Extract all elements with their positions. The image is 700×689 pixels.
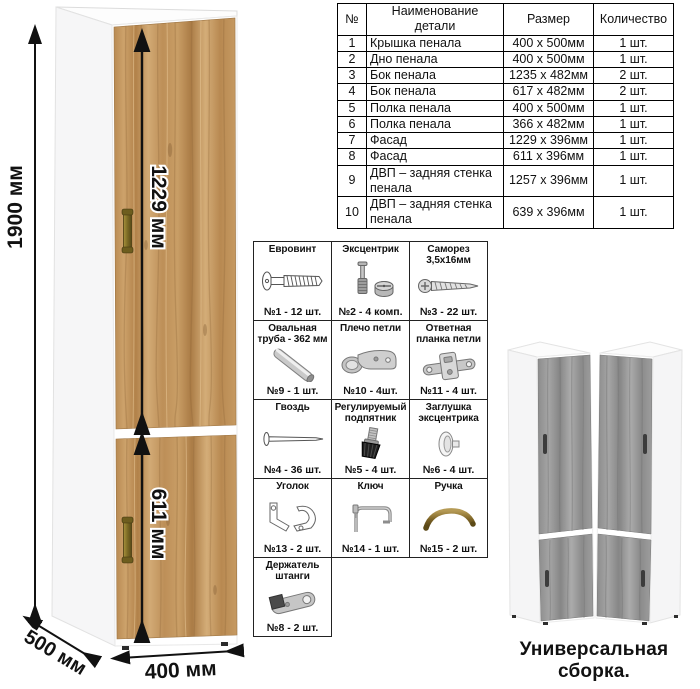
hardware-grid [253, 241, 488, 558]
table-row: 7 Фасад 1229 х 396мм 1 шт. [338, 133, 674, 149]
hardware-qty: №14 - 1 шт. [341, 543, 400, 555]
door-handle [643, 434, 647, 454]
hardware-cell-eurovint [254, 242, 331, 320]
hardware-cell-samorez [410, 242, 487, 320]
width-dim-label: 400 мм [144, 657, 218, 684]
hardware-qty: №13 - 2 шт. [263, 543, 322, 555]
table-row: 5 Полка пенала 400 х 500мм 1 шт. [338, 100, 674, 116]
table-row: 10 ДВП – задняя стенка пенала 639 х 396мм 1 шт. [338, 197, 674, 229]
hardware-qty: №6 - 4 шт. [422, 464, 475, 476]
col-header-qty: Количество [594, 4, 674, 36]
lower-door [116, 435, 237, 640]
parts-table-header-row [338, 4, 674, 36]
hardware-title: Саморез 3,5х16мм [426, 244, 471, 267]
rod-holder-icon [260, 586, 326, 618]
hardware-qty: №9 - 1 шт. [266, 385, 319, 397]
hardware-cell-hinge-arm [332, 321, 409, 399]
hardware-cell-hinge-plate [410, 321, 487, 399]
table-row: 6 Полка пенала 366 х 482мм 1 шт. [338, 116, 674, 132]
hardware-cell-nail [254, 400, 331, 478]
hinge-arm-icon [338, 341, 404, 379]
door-handle [641, 570, 645, 587]
hardware-title: Евровинт [268, 244, 317, 255]
door-handle [545, 570, 549, 587]
hardware-cell-key [332, 479, 409, 557]
upper-door-handle [122, 209, 133, 253]
lower-door-dim-label: 611 мм [147, 488, 170, 560]
hardware-cell-oval-tube [254, 321, 331, 399]
hardware-qty: №5 - 4 шт. [344, 464, 397, 476]
hardware-title: Овальная труба - 362 мм [257, 323, 328, 346]
parts-table [337, 3, 674, 229]
hardware-qty: №10 - 4шт. [343, 385, 398, 397]
hex-key-icon [338, 500, 404, 536]
hardware-title: Заглушка эксцентрика [418, 402, 479, 425]
hardware-qty: №11 - 4 шт. [420, 385, 477, 397]
hinge-plate-icon [416, 348, 482, 382]
table-row: 1 Крышка пенала 400 х 500мм 1 шт. [338, 35, 674, 51]
cabinet-left-side [52, 7, 115, 646]
width-arrow [120, 651, 234, 658]
screw-icon [416, 272, 482, 300]
cabinet-diagram [0, 0, 252, 689]
upper-door-dim-label: 1229 мм [147, 165, 170, 249]
table-row: 4 Бок пенала 617 х 482мм 2 шт. [338, 84, 674, 100]
adjustable-foot-icon [338, 427, 404, 461]
oval-tube-icon [260, 348, 326, 382]
col-header-name: Наименование детали [367, 4, 504, 36]
cam-bolt-icon [338, 261, 404, 301]
table-row: 8 Фасад 611 х 396мм 1 шт. [338, 149, 674, 165]
lower-door-handle [122, 517, 133, 563]
hardware-title: Ответная планка петли [416, 323, 481, 346]
corner-bracket-icon [260, 499, 326, 537]
cabinet-foot [122, 646, 129, 650]
col-header-size: Размер [504, 4, 594, 36]
hardware-qty: №1 - 12 шт. [263, 306, 322, 318]
nail-icon [260, 427, 326, 451]
universal-assembly-caption: Универсальная сборка. [519, 639, 669, 682]
hardware-title: Гвоздь [275, 402, 310, 413]
height-dim-label: 1900 мм [4, 165, 27, 249]
hardware-cell-cam-cap [410, 400, 487, 478]
left-mirrored-cabinet [508, 342, 594, 623]
hardware-qty: №2 - 4 комп. [338, 306, 403, 318]
euro-screw-icon [260, 265, 326, 297]
hardware-cell-bracket [254, 479, 331, 557]
hardware-title: Уголок [276, 481, 309, 492]
hardware-title: Ручка [434, 481, 463, 492]
door-handle [543, 434, 547, 454]
table-row: 9 ДВП – задняя стенка пенала 1257 х 396мм 1 шт. [338, 165, 674, 197]
upper-door [114, 17, 236, 429]
hardware-cell-foot [332, 400, 409, 478]
hardware-cell-rod-holder [253, 557, 332, 637]
hardware-title: Регулируемый подпятник [334, 402, 407, 425]
depth-dim-label: 500 мм [20, 625, 91, 680]
hardware-qty: №4 - 36 шт. [263, 464, 322, 476]
hardware-qty: №15 - 2 шт. [419, 543, 478, 555]
hardware-title: Плечо петли [339, 323, 402, 334]
hardware-qty: №8 - 2 шт. [266, 622, 319, 634]
hardware-cell-excentric [332, 242, 409, 320]
right-mirrored-cabinet [596, 342, 682, 623]
table-row: 3 Бок пенала 1235 х 482мм 2 шт. [338, 68, 674, 84]
cam-cap-icon [416, 427, 482, 461]
hardware-title: Ключ [357, 481, 384, 492]
col-header-num: № [338, 4, 367, 36]
door-handle-icon [416, 501, 482, 535]
hardware-title: Держатель штанги [265, 560, 320, 583]
universal-assembly-figure [490, 330, 700, 638]
cabinet-foot [221, 642, 228, 646]
hardware-qty: №3 - 22 шт. [419, 306, 478, 318]
hardware-cell-handle [410, 479, 487, 557]
hardware-title: Эксцентрик [342, 244, 399, 255]
table-row: 2 Дно пенала 400 х 500мм 1 шт. [338, 51, 674, 67]
